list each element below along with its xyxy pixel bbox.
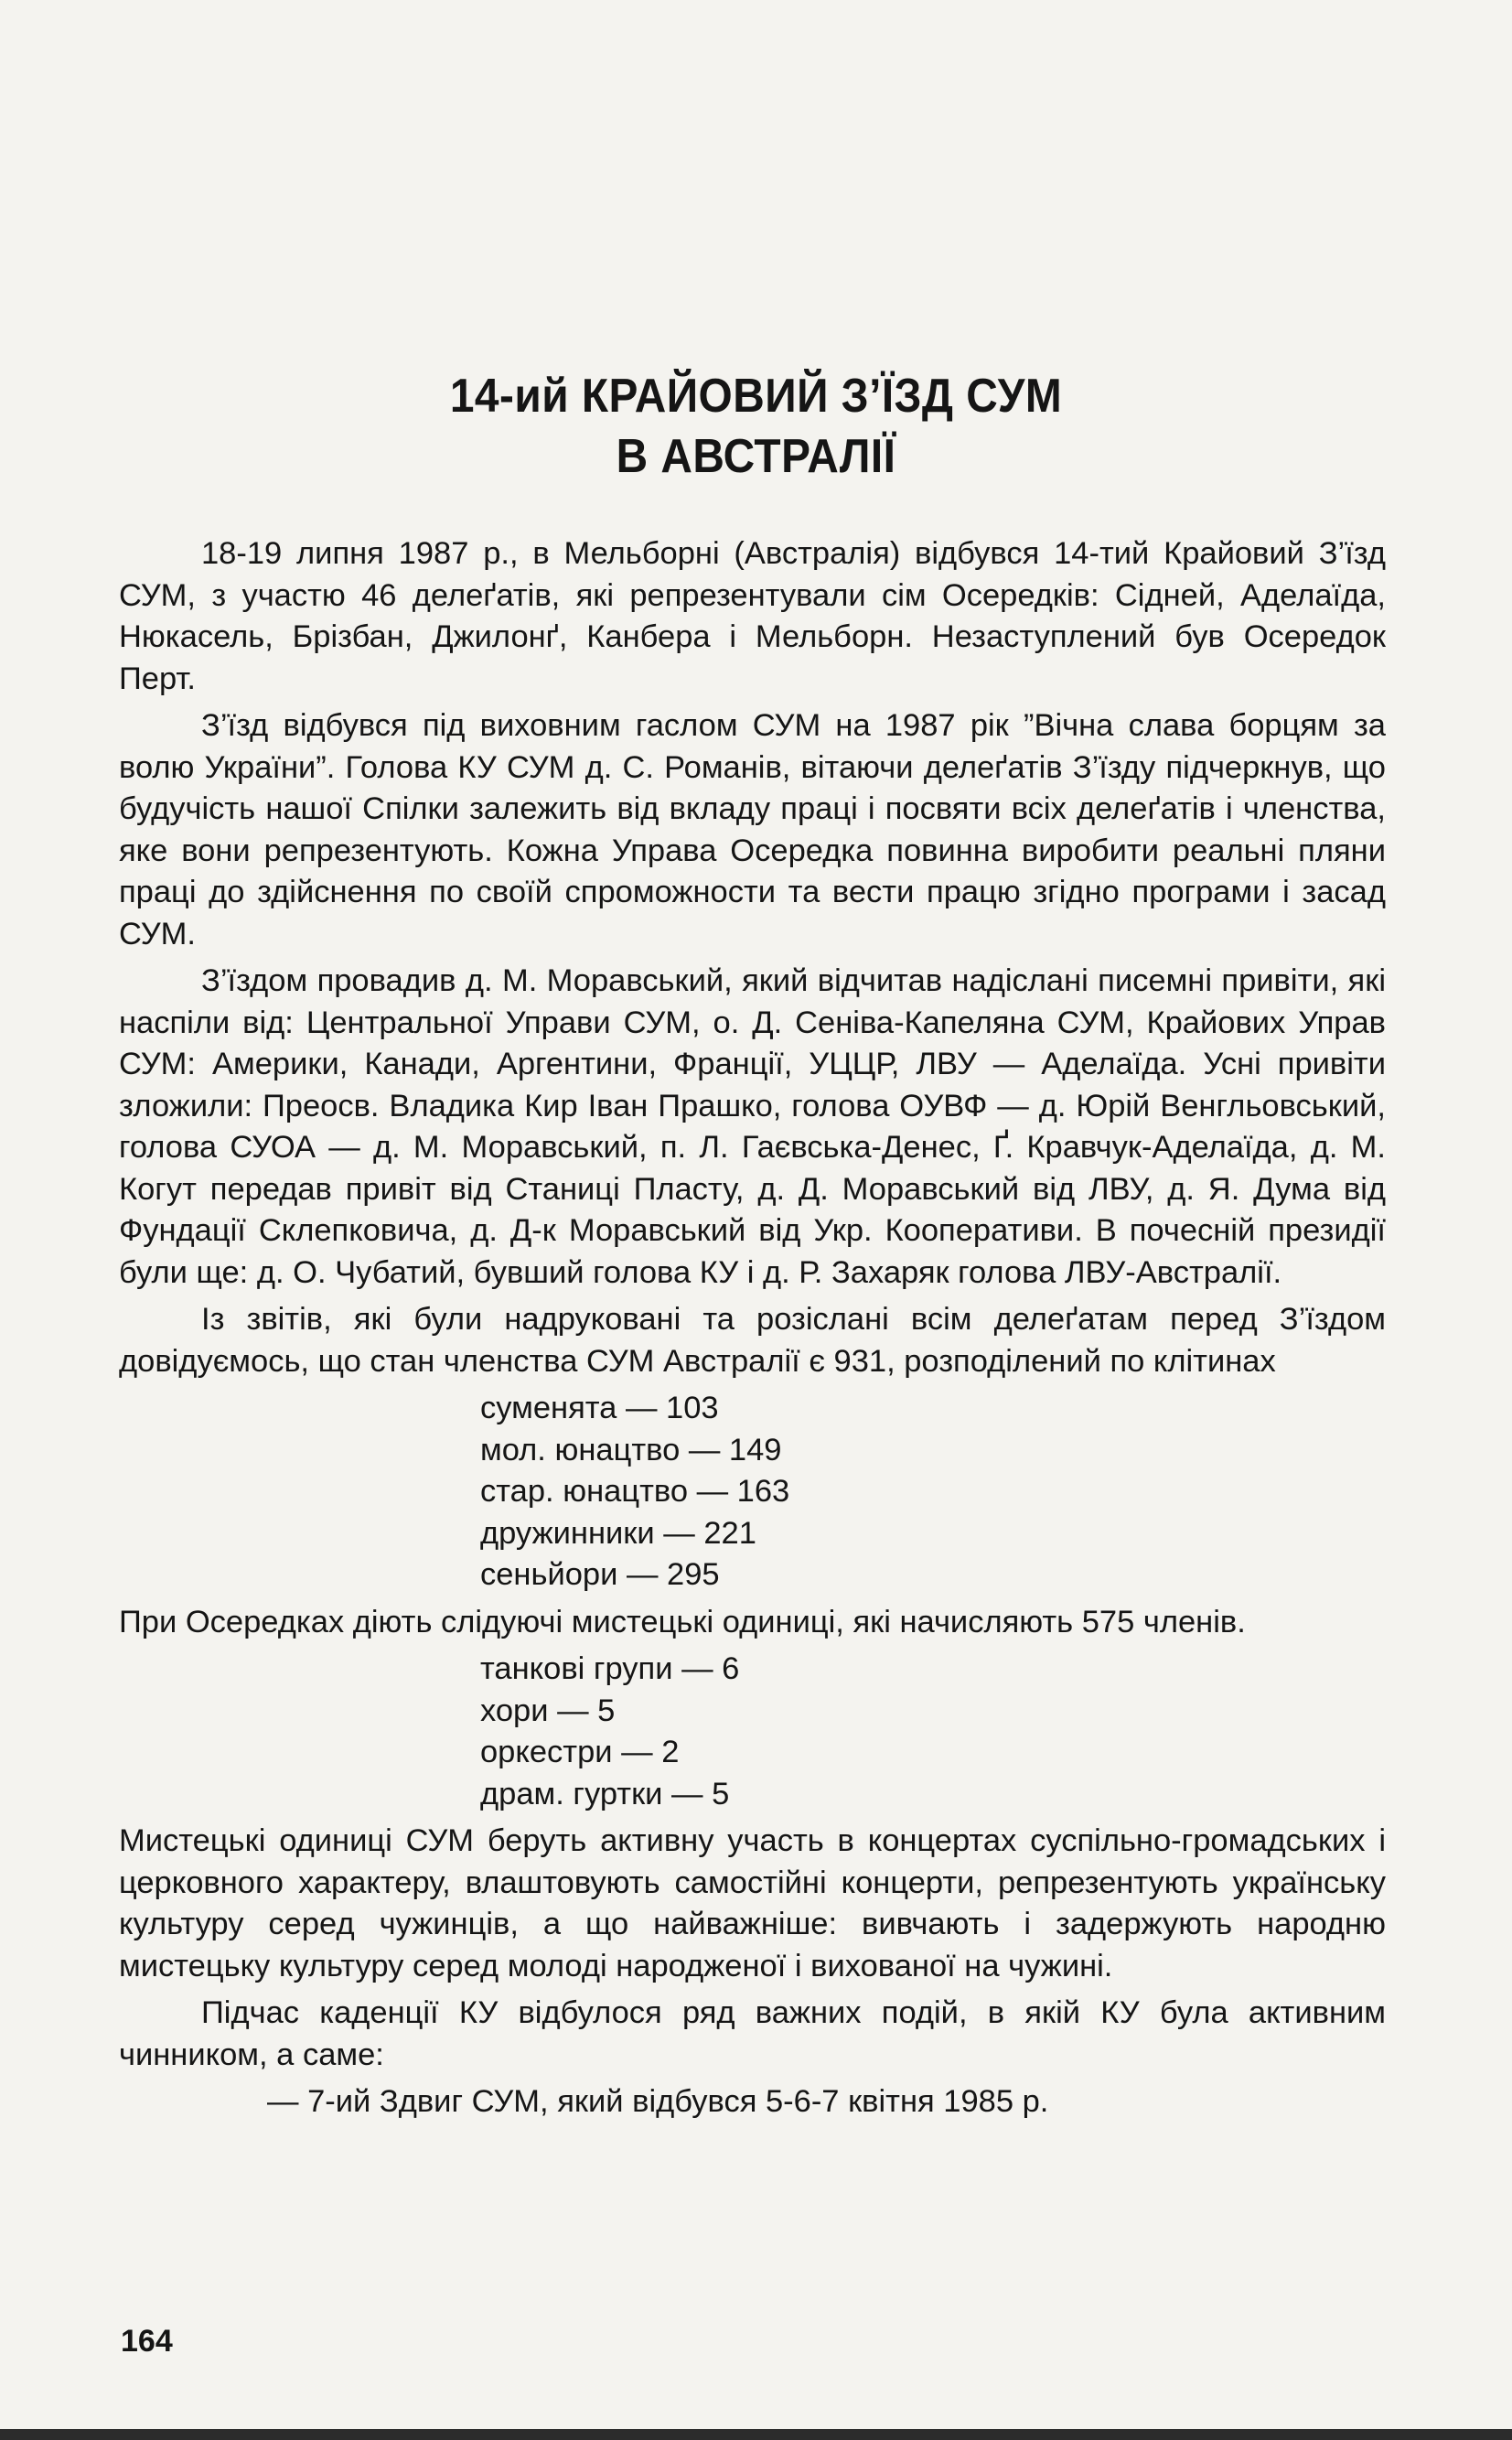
list-item: оркестри — 2 [480,1735,680,1769]
paragraph-1: 18-19 липня 1987 р., в Мельборні (Австралія) відбувся 14-тий Крайовий З’їзд СУМ, з участю 46 делеґатів, які репрезентували сім Осередків: Сідней, Аделаїда, Нюкасель, Брізбан, Джилонґ, Канбера і Мельборн. Незаступлений був Осередок Перт. [119,536,1386,696]
article-title [60,366,1452,487]
article-body [119,533,1386,2129]
page-number: 164 [121,2324,173,2359]
list-item: сеньйори — 295 [480,1557,720,1592]
paragraph-5: При Осередках діють слідуючі мистецькі одиниці, які начисляють 575 членів. [119,1604,1246,1639]
title-line-1: 14-ий КРАЙОВИЙ З’ЇЗД СУМ [449,370,1063,423]
paragraph-3: З’їздом провадив д. М. Моравський, який відчитав надіслані писемні привіти, які наспіли від: Центральної Управи СУМ, о. Д. Сеніва-Капеляна СУМ, Крайових Управ СУМ: Америки, Канади, Аргентини, Франції, УЦЦР, ЛВУ — Аделаїда. Усні привіти зложили: Преосв. Владика Кир Іван Прашко, голова ОУВФ — д. Юрій Венгльовський, голова СУОА — д. М. Моравський, п. Л. Гаєвська-Денес, Ґ. Кравчук-Аделаїда, д. М. Когут передав привіт від Станиці Пласту, д. Д. Моравський від ЛВУ, д. Я. Дума від Фундації Склепковича, д. Д-к Моравський від Укр. Кооперативи. В почесній президії були ще: д. О. Чубатий, бувший голова КУ і д. Р. Захаряк голова ЛВУ-Австралії. [119,963,1386,1290]
paragraph-7: Підчас каденції КУ відбулося ряд важних подій, в якій КУ була активним чинником, а саме: [119,1995,1386,2072]
list-item: мол. юнацтво — 149 [480,1432,782,1467]
list-item: дружинники — 221 [480,1515,756,1551]
title-line-2: В АВСТРАЛІЇ [616,430,896,483]
paragraph-4: Із звітів, які були надруковані та розіслані всім делеґатам перед З’їздом довідуємось, що стан членства СУМ Австралії є 931, розподілений по клітинах [119,1302,1386,1379]
list-item: драм. гуртки — 5 [480,1776,730,1811]
list-item: суменята — 103 [480,1391,719,1425]
list-item: танкові групи — 6 [480,1651,740,1686]
paragraph-2: З’їзд відбувся під виховним гаслом СУМ на 1987 рік ”Вічна слава борцям за волю України”. Голова КУ СУМ д. С. Романів, вітаючи делеґатів З’їзду підчеркнув, що будучість нашої Спілки залежить від вкладу праці і посвяти всіх делеґатів і членства, яке вони репрезентують. Кожна Управа Осередка повинна виробити реальні пляни праці до здійснення по своїй спроможности та вести працю згідно програми і засад СУМ. [119,708,1386,951]
event-item: — 7-ий Здвиг СУМ, який відбувся 5-6-7 квітня 1985 р. [267,2084,1049,2119]
membership-list [119,1388,1386,1596]
scan-edge-border [0,2429,1512,2440]
list-item: стар. юнацтво — 163 [480,1474,790,1509]
arts-units-list [119,1649,1386,1815]
list-item: хори — 5 [480,1693,616,1728]
paragraph-6: Мистецькі одиниці СУМ беруть активну участь в концертах суспільно-громадських і церковного характеру, влаштовують самостійні концерти, репрезентують українську культуру серед чужинців, а що найважніше: вивчають і задержують народню мистецьку культуру серед молоді народженої і вихованої на чужині. [119,1823,1386,1983]
